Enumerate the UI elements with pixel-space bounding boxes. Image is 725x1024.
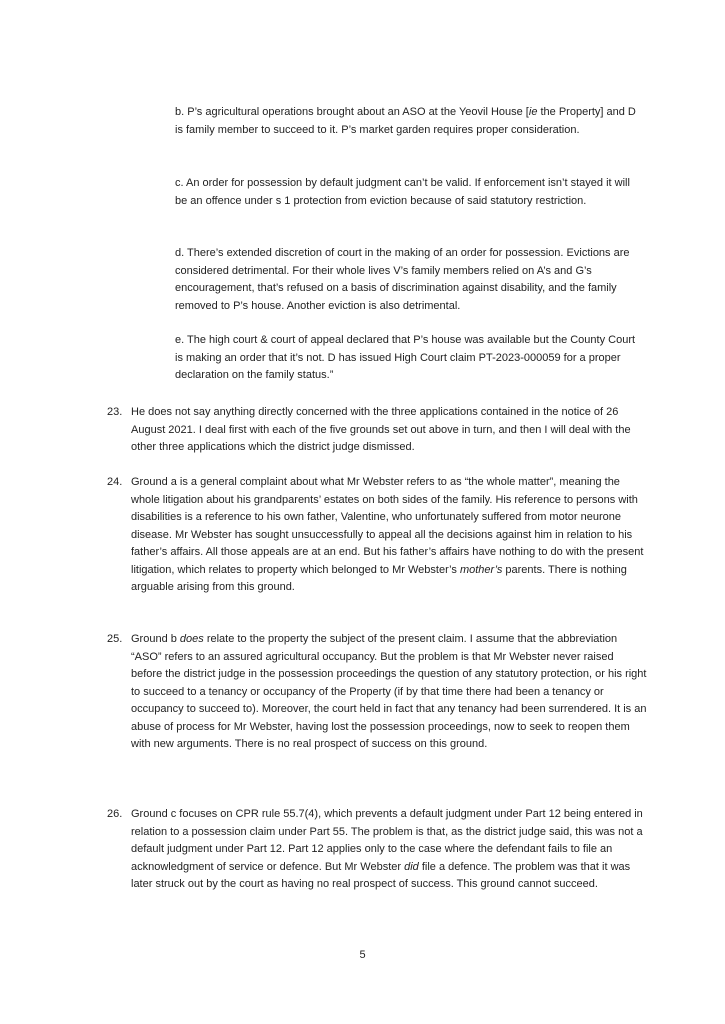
subparagraph-c bbox=[175, 175, 645, 210]
paragraph-text bbox=[131, 806, 647, 894]
page-number: 5 bbox=[359, 949, 366, 961]
sub-b-italic-ie: ie bbox=[528, 106, 538, 118]
sub-c-text: c. An order for possession by default judgment can’t be valid. If enforcement isn’t stayed it will be an offence under s 1 protection from eviction because of said statutory restriction. bbox=[175, 177, 630, 207]
paragraph-text bbox=[131, 474, 647, 597]
para-24-italic-mothers: mother’s bbox=[459, 563, 503, 576]
paragraph-23 bbox=[107, 404, 647, 457]
paragraph-number: 26. bbox=[107, 808, 123, 820]
para-23-text: He does not say anything directly concerned with the three applications contained in the notice of 26 August 2021. I deal first with each of the five grounds set out above in turn, and then I will deal with the other three applications which the district judge dismissed. bbox=[131, 406, 631, 453]
para-26-italic-did: did bbox=[404, 860, 419, 873]
paragraph-24 bbox=[107, 474, 647, 597]
sub-b-text-1: b. P’s agricultural operations brought about an ASO at the Yeovil House [ bbox=[175, 106, 529, 118]
paragraph-25 bbox=[107, 631, 647, 754]
paragraph-number: 23. bbox=[107, 406, 123, 418]
subparagraph-d bbox=[175, 245, 645, 315]
para-24-text-2: parents. There is nothing arguable arising from this ground. bbox=[131, 563, 627, 593]
sub-e-text: e. The high court & court of appeal declared that P’s house was available but the County Court is making an order that it’s not. D has issued High Court claim PT-2023-000059 for a proper declaration on the family status.” bbox=[175, 334, 636, 381]
paragraph-text bbox=[131, 404, 647, 457]
paragraph-text bbox=[131, 631, 647, 754]
subparagraph-e bbox=[175, 332, 645, 385]
para-24-text-1: Ground a is a general complaint about what Mr Webster refers to as “the whole matter”, meaning the whole litigation about his grandparents’ estates on both sides of the family. His reference to persons with disabilities is a reference to his own father, Valentine, who unfortunately suffered from motor neurone disease. Mr Webster has sought unsuccessfully to appeal all the decisions against him in relation to his father’s affairs. All those appeals are at an end. But his father’s affairs have nothing to do with the present litigation, which relates to property which belonged to Mr Webster’s bbox=[131, 476, 644, 576]
para-25-text-1: Ground b bbox=[131, 633, 180, 645]
sub-d-text: d. There’s extended discretion of court in the making of an order for possession. Evictions are considered detrimental. For their whole lives V’s family members relied on A’s and G’s encouragement, that’s refused on a basis of discrimination against disability, and the family removed to P’s house. Another eviction is also detrimental. bbox=[175, 247, 630, 312]
subparagraph-b bbox=[175, 104, 645, 139]
para-25-italic-does: does bbox=[179, 633, 204, 645]
sub-b-text-2: the Property] and D is family member to succeed to it. P’s market garden requires proper consideration. bbox=[175, 106, 636, 136]
paragraph-number: 24. bbox=[107, 476, 123, 488]
para-25-text-2: relate to the property the subject of the present claim. I assume that the abbreviation “ASO” refers to an assured agricultural occupancy. But the problem is that Mr Webster never raised before the district judge in the possession proceedings the question of any statutory protection, or his right to succeed to a tenancy or occupancy of the Property (if by that time there had been a tenancy or occupancy to succeed to). Moreover, the court held in fact that any tenancy had been surrendered. It is an abuse of process for Mr Webster, having lost the possession proceedings, now to seek to reopen them with new arguments. There is no real prospect of success on this ground. bbox=[131, 633, 647, 750]
paragraph-number: 25. bbox=[107, 633, 123, 645]
paragraph-26 bbox=[107, 806, 647, 894]
para-26-text-2: file a defence. The problem was that it was later struck out by the court as having no real prospect of success. This ground cannot succeed. bbox=[131, 860, 631, 890]
para-26-text-1: Ground c focuses on CPR rule 55.7(4), which prevents a default judgment under Part 12 being entered in relation to a possession claim under Part 55. The problem is that, as the district judge said, this was not a default judgment under Part 12. Part 12 applies only to the case where the defendant fails to file an acknowledgment of service or defence. But Mr Webster bbox=[131, 808, 643, 873]
